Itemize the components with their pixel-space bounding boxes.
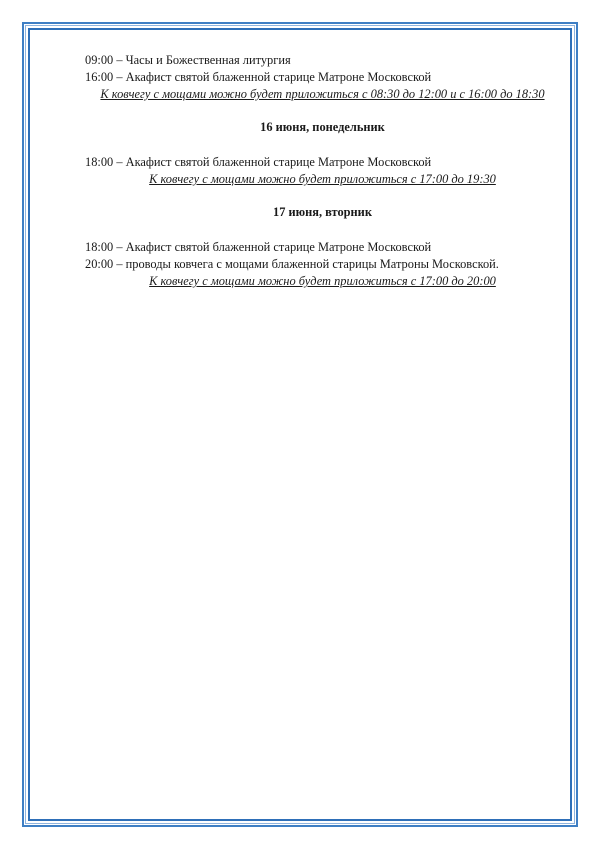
relics-access-note: К ковчегу с мощами можно будет приложиться с 08:30 до 12:00 и с 16:00 до 18:30 <box>100 87 545 101</box>
day-heading-june-17: 17 июня, вторник <box>273 205 372 219</box>
day-heading-june-16: 16 июня, понедельник <box>260 120 385 134</box>
schedule-item: 18:00 – Акафист святой блаженной старице Матроне Московской <box>85 240 432 254</box>
day-block-3 <box>85 239 560 290</box>
relics-access-note: К ковчегу с мощами можно будет приложиться с 17:00 до 20:00 <box>149 274 496 288</box>
day-block-2 <box>85 154 560 188</box>
day-block-1 <box>85 52 560 103</box>
schedule-item: 20:00 – проводы ковчега с мощами блаженной старицы Матроны Московской. <box>85 257 499 271</box>
schedule-item: 09:00 – Часы и Божественная литургия <box>85 53 291 67</box>
relics-access-note: К ковчегу с мощами можно будет приложиться с 17:00 до 19:30 <box>149 172 496 186</box>
schedule-item: 16:00 – Акафист святой блаженной старице Матроне Московской <box>85 70 432 84</box>
schedule-item: 18:00 – Акафист святой блаженной старице Матроне Московской <box>85 155 432 169</box>
document-content <box>85 52 560 290</box>
